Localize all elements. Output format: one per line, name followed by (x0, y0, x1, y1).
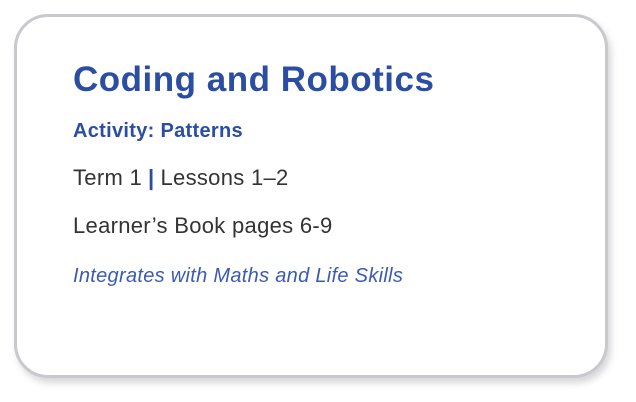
lessons-value: Lessons 1–2 (160, 164, 289, 190)
activity-label: Activity: Patterns (73, 119, 243, 142)
term-lessons-line (73, 165, 575, 191)
lesson-info-card (14, 14, 608, 378)
learners-book-pages: Learner’s Book pages 6-9 (73, 212, 333, 238)
page-title: Coding and Robotics (73, 60, 435, 99)
integration-note: Integrates with Maths and Life Skills (73, 264, 404, 287)
term-lessons-separator: | (148, 164, 155, 190)
card-content (73, 61, 575, 288)
term-value: Term 1 (73, 164, 143, 190)
